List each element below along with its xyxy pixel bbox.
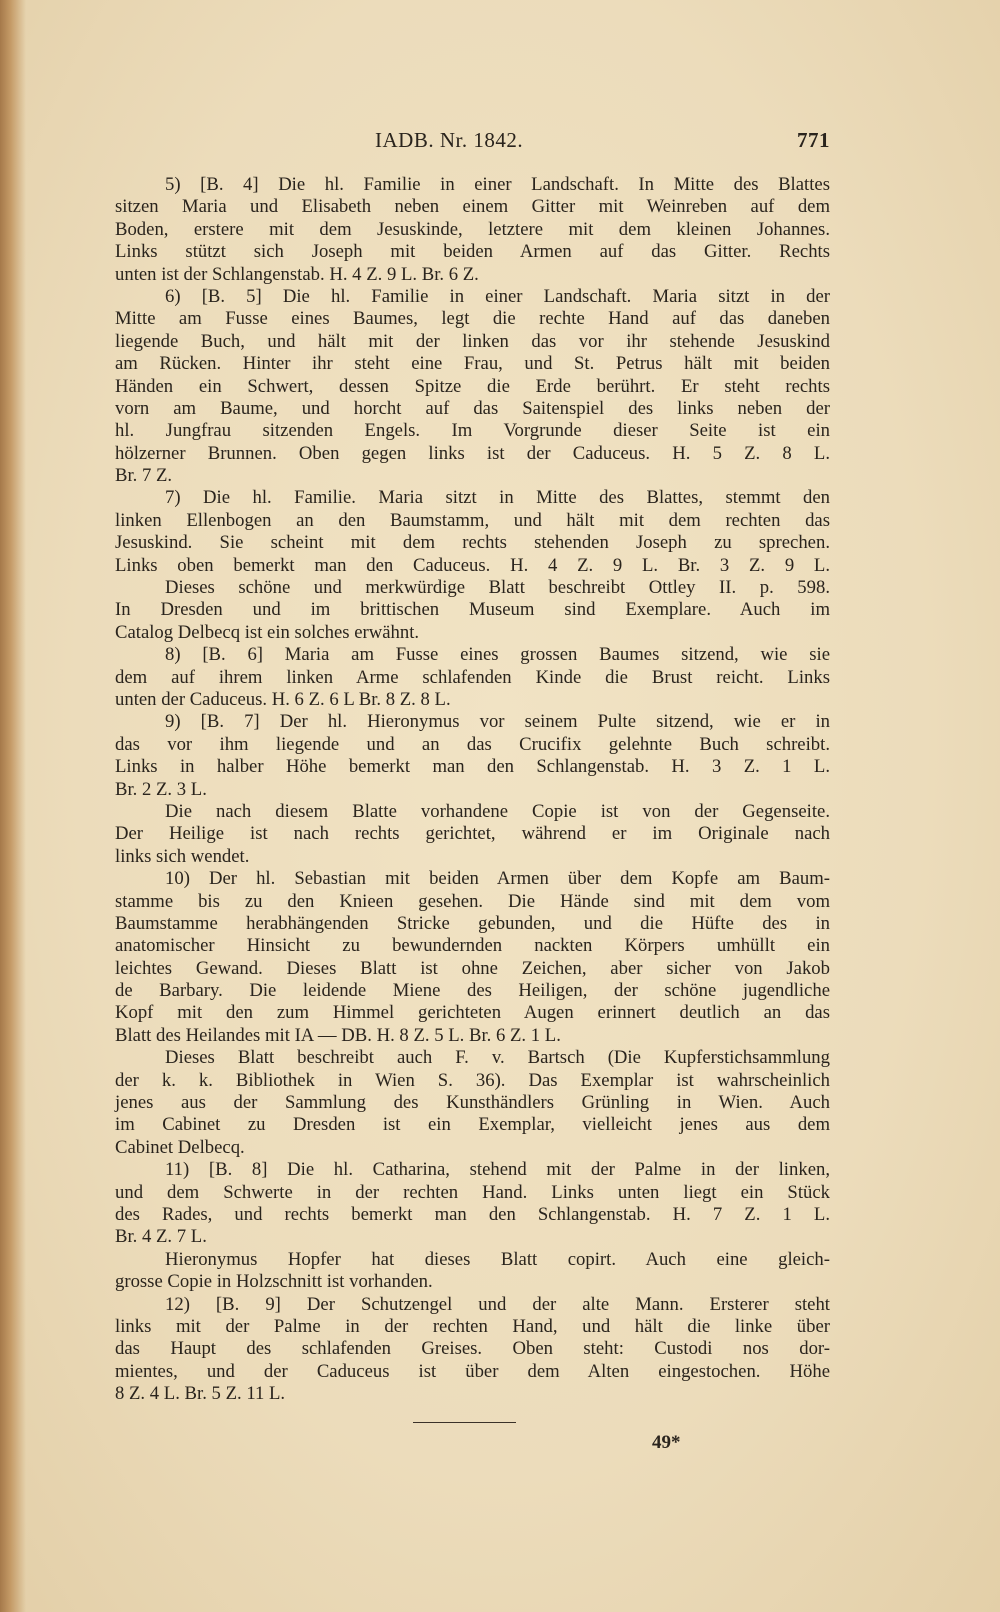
running-title: IADB. Nr. 1842. (375, 128, 524, 152)
text-line: leichtes Gewand. Dieses Blatt ist ohne Zeichen, aber sicher von Jakob (115, 957, 830, 979)
text-line: Hieronymus Hopfer hat dieses Blatt copirt. Auch eine gleich- (165, 1248, 830, 1270)
text-line: stamme bis zu den Knieen gesehen. Die Hände sind mit dem vom (115, 890, 830, 912)
text-line: Links oben bemerkt man den Caduceus. H. 4 Z. 9 L. Br. 3 Z. 9 L. (115, 554, 830, 576)
text-line: 8) [B. 6] Maria am Fusse eines grossen Baumes sitzend, wie sie (165, 644, 830, 666)
text-line: des Rades, und rechts bemerkt man den Schlangenstab. H. 7 Z. 1 L. (115, 1203, 830, 1225)
text-line: Cabinet Delbecq. (115, 1136, 245, 1158)
text-line: 11) [B. 8] Die hl. Catharina, stehend mit der Palme in der linken, (165, 1159, 830, 1181)
text-line: Links in halber Höhe bemerkt man den Schlangenstab. H. 3 Z. 1 L. (115, 756, 830, 778)
text-line: links mit der Palme in der rechten Hand, und hält die linke über (115, 1315, 830, 1337)
text-line: liegende Buch, und hält mit der linken das vor ihr stehende Jesuskind (115, 330, 830, 352)
text-line: Br. 4 Z. 7 L. (115, 1226, 207, 1248)
text-line: das vor ihm liegende und an das Crucifix gelehnte Buch schreibt. (115, 733, 830, 755)
footer-rule (413, 1422, 516, 1423)
text-line: grosse Copie in Holzschnitt ist vorhanden. (115, 1271, 433, 1293)
text-line: Jesuskind. Sie scheint mit dem rechts stehenden Joseph zu sprechen. (115, 532, 830, 554)
text-line: anatomischer Hinsicht zu bewundernden nackten Körpers umhüllt ein (115, 935, 830, 957)
text-line: Mitte am Fusse eines Baumes, legt die rechte Hand auf das daneben (115, 308, 830, 330)
text-line: Die nach diesem Blatte vorhandene Copie ist von der Gegenseite. (165, 800, 830, 822)
text-line: unten ist der Schlangenstab. H. 4 Z. 9 L. Br. 6 Z. (115, 263, 479, 285)
text-line: im Cabinet zu Dresden ist ein Exemplar, vielleicht jenes aus dem (115, 1114, 830, 1136)
text-line: Links stützt sich Joseph mit beiden Armen auf das Gitter. Rechts (115, 241, 830, 263)
text-line: das Haupt des schlafenden Greises. Oben steht: Custodi nos dor- (115, 1338, 830, 1360)
body-text (115, 174, 830, 1405)
text-line: 5) [B. 4] Die hl. Familie in einer Landschaft. In Mitte des Blattes (165, 174, 830, 195)
text-line: Baumstamme herabhängenden Stricke gebunden, und die Hüfte des in (115, 912, 830, 934)
text-line: hölzerner Brunnen. Oben gegen links ist der Caduceus. H. 5 Z. 8 L. (115, 442, 830, 464)
text-line: 10) Der hl. Sebastian mit beiden Armen über dem Kopfe am Baum- (165, 868, 830, 890)
text-line: Händen ein Schwert, dessen Spitze die Erde berührt. Er steht rechts (115, 375, 830, 397)
text-line: unten der Caduceus. H. 6 Z. 6 L Br. 8 Z. 8 L. (115, 688, 451, 710)
text-line: jenes aus der Sammlung des Kunsthändlers Grünling in Wien. Auch (115, 1092, 830, 1114)
text-line: linken Ellenbogen an den Baumstamm, und hält mit dem rechten das (115, 509, 830, 531)
text-line: 8 Z. 4 L. Br. 5 Z. 11 L. (115, 1383, 286, 1405)
text-line: Br. 2 Z. 3 L. (115, 778, 207, 800)
text-line: und dem Schwerte in der rechten Hand. Links unten liegt ein Stück (115, 1181, 830, 1203)
text-line: Catalog Delbecq ist ein solches erwähnt. (115, 621, 420, 643)
text-line: Dieses Blatt beschreibt auch F. v. Bartsch (Die Kupferstichsammlung (165, 1047, 830, 1069)
text-line: Blatt des Heilandes mit IA — DB. H. 8 Z. 5 L. Br. 6 Z. 1 L. (115, 1024, 561, 1046)
text-line: sitzen Maria und Elisabeth neben einem Gitter mit Weinreben auf dem (115, 196, 830, 218)
text-line: mientes, und der Caduceus ist über dem Alten eingestochen. Höhe (115, 1360, 830, 1382)
text-line: hl. Jungfrau sitzenden Engels. Im Vorgrunde dieser Seite ist ein (115, 420, 830, 442)
text-line: In Dresden und im brittischen Museum sind Exemplare. Auch im (115, 599, 830, 621)
signature-mark: 49* (652, 1432, 681, 1453)
text-line: dem auf ihrem linken Arme schlafenden Kinde die Brust reicht. Links (115, 666, 830, 688)
text-line: Kopf mit den zum Himmel gerichteten Augen erinnert deutlich an das (115, 1002, 830, 1024)
page-number: 771 (797, 128, 830, 152)
text-line: Br. 7 Z. (115, 465, 173, 487)
text-line: Dieses schöne und merkwürdige Blatt beschreibt Ottley II. p. 598. (165, 577, 830, 599)
text-line: am Rücken. Hinter ihr steht eine Frau, und St. Petrus hält mit beiden (115, 353, 830, 375)
text-line: 12) [B. 9] Der Schutzengel und der alte Mann. Ersterer steht (165, 1293, 830, 1315)
text-line: 6) [B. 5] Die hl. Familie in einer Landschaft. Maria sitzt in der (165, 285, 830, 307)
text-line: 7) Die hl. Familie. Maria sitzt in Mitte des Blattes, stemmt den (165, 487, 830, 509)
book-spine-shadow (0, 0, 26, 1612)
text-line: links sich wendet. (115, 845, 250, 867)
text-line: der k. k. Bibliothek in Wien S. 36). Das Exemplar ist wahrscheinlich (115, 1069, 830, 1091)
page-header (115, 128, 830, 158)
text-line: de Barbary. Die leidende Miene des Heiligen, der schöne jugendliche (115, 980, 830, 1002)
text-line: Boden, erstere mit dem Jesuskinde, letztere mit dem kleinen Johannes. (115, 218, 830, 240)
text-line: vorn am Baume, und horcht auf das Saitenspiel des links neben der (115, 397, 830, 419)
text-line: 9) [B. 7] Der hl. Hieronymus vor seinem Pulte sitzend, wie er in (165, 711, 830, 733)
text-line: Der Heilige ist nach rechts gerichtet, während er im Originale nach (115, 823, 830, 845)
